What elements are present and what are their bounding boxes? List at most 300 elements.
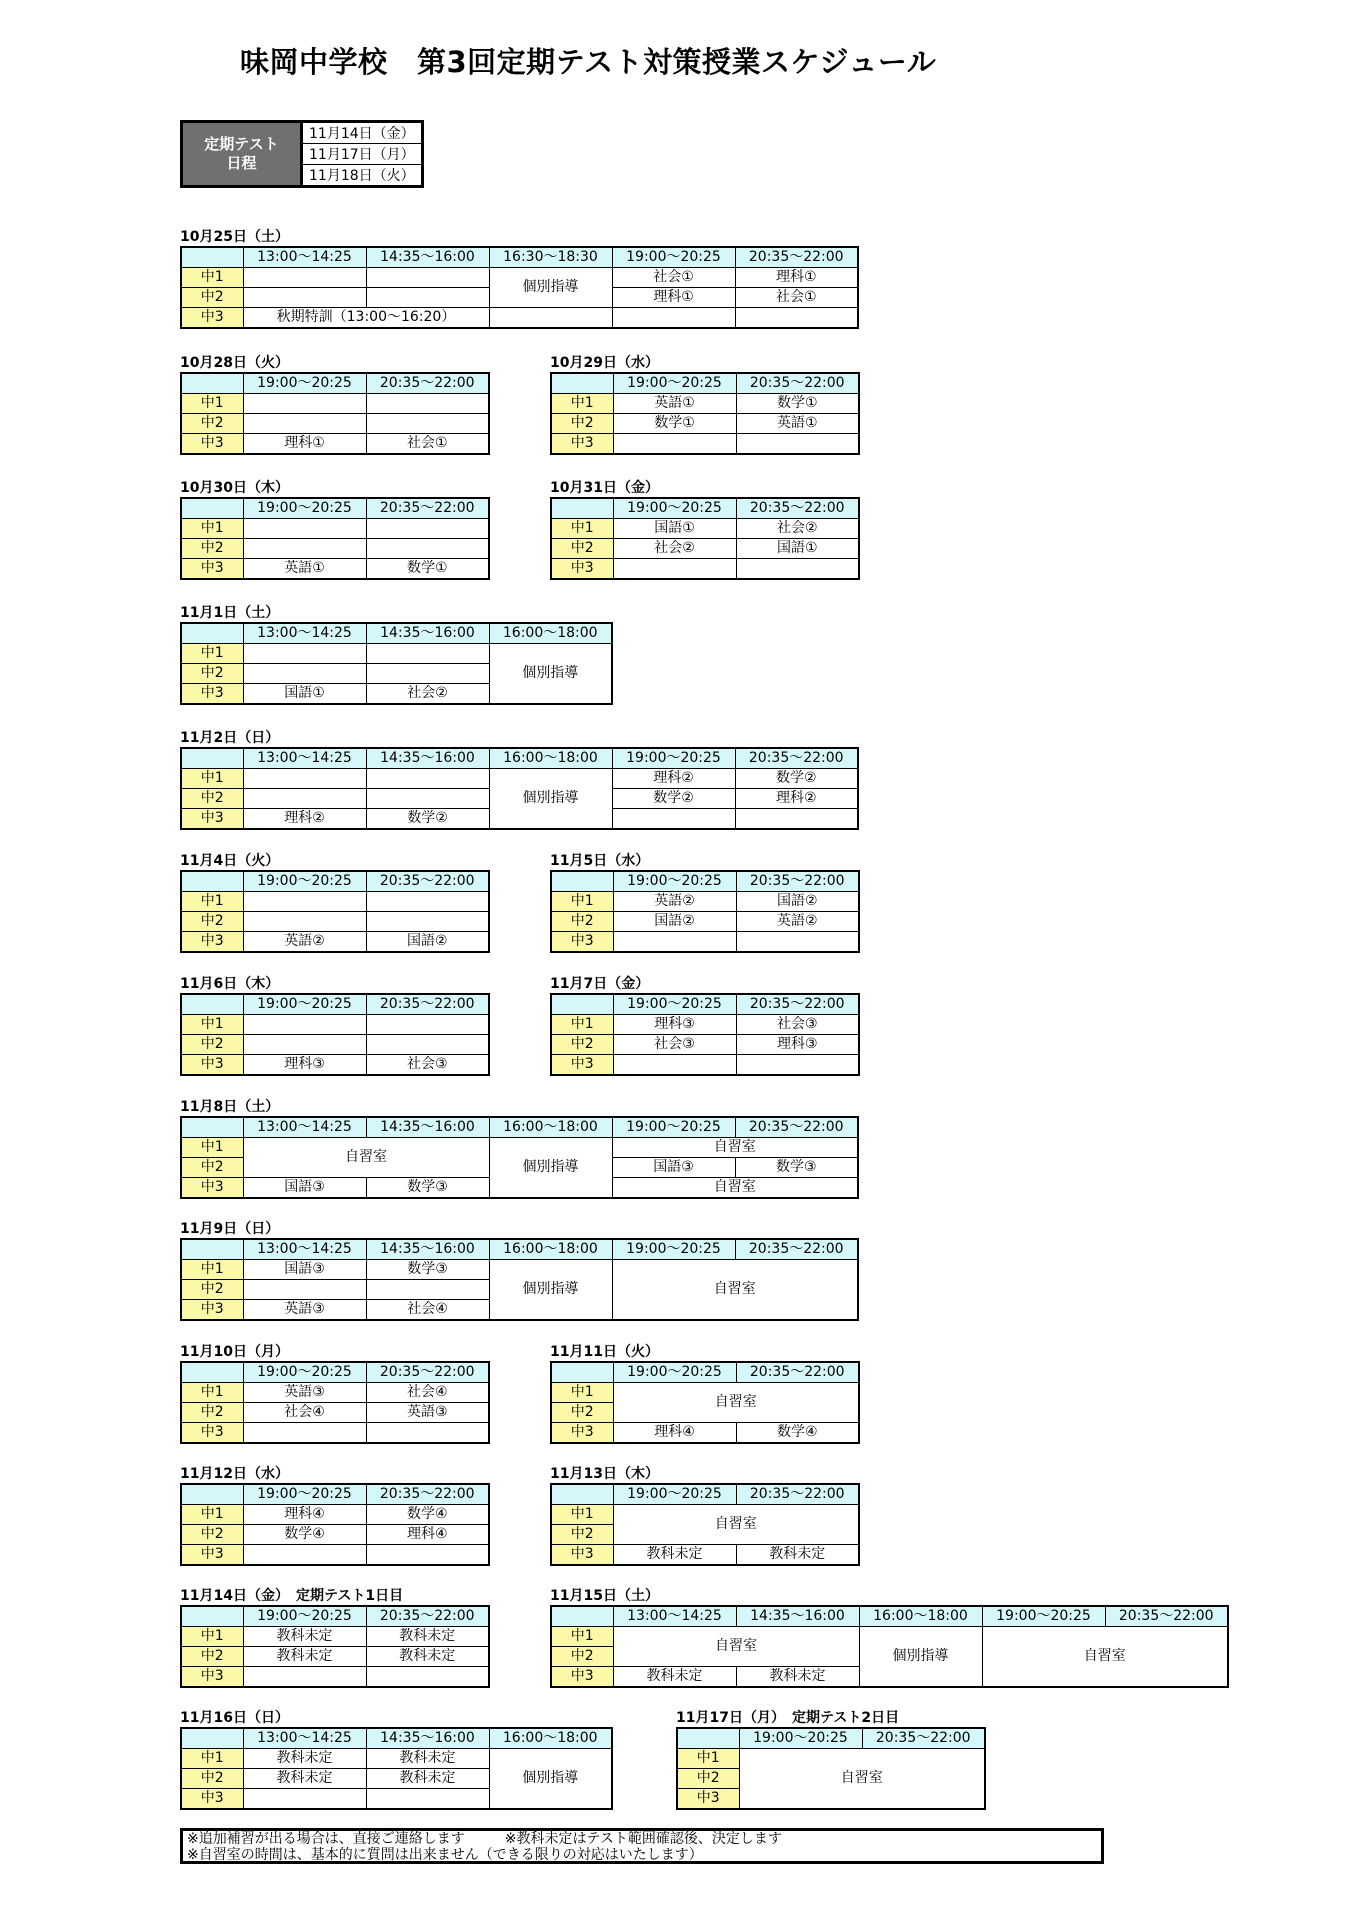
class-cell xyxy=(366,769,489,789)
grade-row xyxy=(181,1525,489,1545)
day-date-label: 11月9日（日） xyxy=(180,1221,280,1237)
class-cell: 教科未定 xyxy=(613,1667,736,1688)
class-cell: 理科④ xyxy=(613,1423,736,1444)
class-cell xyxy=(243,789,366,809)
class-cell: 個別指導 xyxy=(489,644,612,705)
time-slot-header: 20:35～22:00 xyxy=(366,1362,489,1383)
class-cell: 英語① xyxy=(613,394,736,414)
time-slot-header: 19:00～20:25 xyxy=(243,1484,366,1505)
class-cell: 英語② xyxy=(613,892,736,912)
day-schedule xyxy=(550,354,860,455)
class-cell: 教科未定 xyxy=(243,1627,366,1647)
time-slot-header: 20:35～22:00 xyxy=(736,1362,859,1383)
class-cell: 教科未定 xyxy=(366,1749,489,1769)
grade-row xyxy=(181,1055,489,1076)
class-cell: 自習室 xyxy=(612,1178,858,1199)
class-cell: 数学② xyxy=(735,769,858,789)
time-slot-header: 20:35～22:00 xyxy=(736,373,859,394)
time-slot-header: 19:00～20:25 xyxy=(613,1362,736,1383)
grade-label: 中2 xyxy=(181,1035,243,1055)
class-cell xyxy=(243,1423,366,1444)
class-cell: 理科③ xyxy=(243,1055,366,1076)
class-cell xyxy=(366,414,489,434)
class-cell xyxy=(735,809,858,830)
corner-diagonal-cell xyxy=(551,1484,613,1505)
grade-label: 中1 xyxy=(181,769,243,789)
day-schedule xyxy=(180,354,490,455)
class-cell: 社会③ xyxy=(366,1055,489,1076)
time-slot-header: 19:00～20:25 xyxy=(613,994,736,1015)
class-cell: 理科③ xyxy=(736,1035,859,1055)
grade-row xyxy=(181,519,489,539)
class-cell: 理科④ xyxy=(366,1525,489,1545)
time-slot-header: 13:00～14:25 xyxy=(243,623,366,644)
corner-diagonal-cell xyxy=(181,1484,243,1505)
time-slot-header: 16:00～18:00 xyxy=(489,1728,612,1749)
time-slot-header: 20:35～22:00 xyxy=(862,1728,985,1749)
grade-row xyxy=(181,1423,489,1444)
corner-diagonal-cell xyxy=(181,1728,243,1749)
class-cell xyxy=(366,1545,489,1566)
grade-row xyxy=(181,1505,489,1525)
test-date: 11月18日（火） xyxy=(302,165,423,187)
class-cell: 理科③ xyxy=(613,1015,736,1035)
class-cell xyxy=(736,932,859,953)
class-cell: 教科未定 xyxy=(613,1545,736,1566)
time-slot-header: 20:35～22:00 xyxy=(366,994,489,1015)
schedule-table xyxy=(180,1727,613,1810)
class-cell: 数学④ xyxy=(366,1505,489,1525)
time-slot-header: 20:35～22:00 xyxy=(736,498,859,519)
class-cell: 教科未定 xyxy=(243,1769,366,1789)
grade-row xyxy=(551,394,859,414)
class-cell xyxy=(366,789,489,809)
grade-row xyxy=(181,932,489,953)
class-cell xyxy=(613,434,736,455)
grade-row xyxy=(181,1015,489,1035)
grade-label: 中3 xyxy=(181,1300,243,1321)
class-cell xyxy=(736,434,859,455)
grade-label: 中3 xyxy=(551,559,613,580)
grade-label: 中1 xyxy=(551,1505,613,1525)
time-slot-header: 19:00～20:25 xyxy=(613,871,736,892)
class-cell xyxy=(366,519,489,539)
time-slot-header: 13:00～14:25 xyxy=(243,1239,366,1260)
grade-row xyxy=(677,1749,985,1769)
time-slot-header: 14:35～16:00 xyxy=(366,748,489,769)
grade-row xyxy=(181,1545,489,1566)
grade-label: 中3 xyxy=(551,932,613,953)
schedule-table xyxy=(180,870,490,953)
class-cell: 個別指導 xyxy=(489,1749,612,1810)
class-cell: 社会③ xyxy=(613,1035,736,1055)
grade-label: 中1 xyxy=(181,268,243,288)
class-cell: 個別指導 xyxy=(489,1138,612,1199)
grade-row xyxy=(551,539,859,559)
class-cell: 社会④ xyxy=(366,1300,489,1321)
schedule-table xyxy=(550,993,860,1076)
time-slot-header: 20:35～22:00 xyxy=(735,1117,858,1138)
time-slot-header: 20:35～22:00 xyxy=(735,1239,858,1260)
day-date-label: 11月7日（金） xyxy=(550,976,650,992)
class-cell: 理科② xyxy=(243,809,366,830)
day-schedule xyxy=(676,1709,986,1810)
class-cell: 自習室 xyxy=(739,1749,985,1810)
class-cell xyxy=(366,892,489,912)
schedule-table xyxy=(180,372,490,455)
grade-label: 中1 xyxy=(181,644,243,664)
class-cell: 英語① xyxy=(243,559,366,580)
time-slot-header: 20:35～22:00 xyxy=(366,498,489,519)
day-schedule xyxy=(180,975,490,1076)
class-cell: 社会② xyxy=(736,519,859,539)
schedule-table xyxy=(550,1361,860,1444)
corner-diagonal-cell xyxy=(181,994,243,1015)
corner-diagonal-cell xyxy=(181,373,243,394)
time-slot-header: 19:00～20:25 xyxy=(243,498,366,519)
class-cell xyxy=(243,414,366,434)
time-slot-header: 19:00～20:25 xyxy=(612,247,735,268)
class-cell xyxy=(243,539,366,559)
test-date: 11月14日（金） xyxy=(302,122,423,144)
time-slot-header: 19:00～20:25 xyxy=(982,1606,1105,1627)
schedule-table xyxy=(180,747,859,830)
grade-row xyxy=(181,1403,489,1423)
corner-diagonal-cell xyxy=(181,1117,243,1138)
time-slot-header: 20:35～22:00 xyxy=(366,871,489,892)
time-slot-header: 16:00～18:00 xyxy=(489,1239,612,1260)
class-cell xyxy=(243,664,366,684)
schedule-table xyxy=(180,497,490,580)
time-slot-header: 14:35～16:00 xyxy=(366,623,489,644)
class-cell: 自習室 xyxy=(613,1627,859,1667)
class-cell: 社会④ xyxy=(243,1403,366,1423)
day-schedule xyxy=(180,1465,490,1566)
day-date-label: 11月11日（火） xyxy=(550,1344,659,1360)
class-cell: 教科未定 xyxy=(243,1647,366,1667)
time-slot-header: 20:35～22:00 xyxy=(736,1484,859,1505)
class-cell: 教科未定 xyxy=(736,1667,859,1688)
class-cell: 数学④ xyxy=(243,1525,366,1545)
class-cell xyxy=(735,308,858,329)
schedule-table xyxy=(550,870,860,953)
class-cell: 英語③ xyxy=(243,1300,366,1321)
class-cell: 社会② xyxy=(613,539,736,559)
class-cell: 自習室 xyxy=(243,1138,489,1178)
grade-row xyxy=(551,1627,1228,1647)
class-cell: 個別指導 xyxy=(489,769,612,830)
grade-label: 中1 xyxy=(551,1627,613,1647)
day-date-label: 11月12日（水） xyxy=(180,1466,289,1482)
corner-diagonal-cell xyxy=(551,871,613,892)
grade-label: 中3 xyxy=(181,1423,243,1444)
time-slot-header: 16:00～18:00 xyxy=(489,1117,612,1138)
class-cell: 社会④ xyxy=(366,1383,489,1403)
grade-label: 中2 xyxy=(181,789,243,809)
time-slot-header: 20:35～22:00 xyxy=(366,373,489,394)
grade-row xyxy=(181,892,489,912)
class-cell xyxy=(366,664,489,684)
schedule-table xyxy=(180,1238,859,1321)
grade-label: 中1 xyxy=(181,1749,243,1769)
note-text: ※教科未定はテスト範囲確認後、決定します xyxy=(504,1831,782,1847)
class-cell: 教科未定 xyxy=(366,1769,489,1789)
day-date-label: 10月30日（木） xyxy=(180,480,289,496)
class-cell xyxy=(243,1789,366,1810)
day-schedule xyxy=(180,1709,613,1810)
class-cell: 社会① xyxy=(366,434,489,455)
grade-row xyxy=(181,414,489,434)
class-cell xyxy=(366,1789,489,1810)
grade-label: 中1 xyxy=(551,1015,613,1035)
grade-label: 中1 xyxy=(677,1749,739,1769)
class-cell xyxy=(243,1035,366,1055)
grade-row xyxy=(181,1035,489,1055)
day-schedule xyxy=(180,479,490,580)
grade-label: 中3 xyxy=(181,1667,243,1688)
class-cell xyxy=(366,394,489,414)
day-schedule xyxy=(180,1587,490,1688)
grade-label: 中2 xyxy=(551,1035,613,1055)
grade-row xyxy=(181,1138,858,1158)
schedule-table xyxy=(180,1483,490,1566)
class-cell xyxy=(243,1667,366,1688)
time-slot-header: 13:00～14:25 xyxy=(243,247,366,268)
time-slot-header: 20:35～22:00 xyxy=(366,1484,489,1505)
class-cell: 国語③ xyxy=(612,1158,735,1178)
grade-row xyxy=(181,1627,489,1647)
grade-label: 中2 xyxy=(181,414,243,434)
grade-row xyxy=(551,414,859,434)
time-slot-header: 14:35～16:00 xyxy=(736,1606,859,1627)
class-cell: 英語③ xyxy=(243,1383,366,1403)
grade-label: 中3 xyxy=(551,1667,613,1688)
time-slot-header: 19:00～20:25 xyxy=(612,1239,735,1260)
time-slot-header: 19:00～20:25 xyxy=(243,871,366,892)
grade-label: 中3 xyxy=(181,809,243,830)
grade-row xyxy=(551,892,859,912)
time-slot-header: 14:35～16:00 xyxy=(366,1239,489,1260)
time-slot-header: 16:30～18:30 xyxy=(489,247,612,268)
day-date-label: 11月2日（日） xyxy=(180,730,280,746)
day-schedule xyxy=(550,852,860,953)
corner-diagonal-cell xyxy=(551,994,613,1015)
grade-label: 中2 xyxy=(551,539,613,559)
class-cell xyxy=(366,268,489,288)
grade-row xyxy=(551,1505,859,1525)
day-schedule xyxy=(180,1220,859,1321)
grade-label: 中3 xyxy=(181,559,243,580)
day-date-label: 11月16日（日） xyxy=(180,1710,289,1726)
day-schedule xyxy=(180,729,859,830)
class-cell: 数学③ xyxy=(366,1178,489,1199)
time-slot-header: 16:00～18:00 xyxy=(859,1606,982,1627)
grade-row xyxy=(181,1667,489,1688)
class-cell: 社会① xyxy=(612,268,735,288)
time-slot-header: 20:35～22:00 xyxy=(366,1606,489,1627)
schedule-table xyxy=(550,1483,860,1566)
corner-diagonal-cell xyxy=(181,498,243,519)
notes-box xyxy=(180,1828,1104,1864)
class-cell: 数学③ xyxy=(735,1158,858,1178)
schedule-table xyxy=(180,622,613,705)
class-cell: 数学② xyxy=(366,809,489,830)
day-date-label: 10月29日（水） xyxy=(550,355,659,371)
grade-label: 中3 xyxy=(551,1545,613,1566)
day-date-label: 11月10日（月） xyxy=(180,1344,289,1360)
day-schedule xyxy=(550,975,860,1076)
note-text: ※追加補習が出る場合は、直接ご連絡します xyxy=(187,1831,465,1847)
day-date-label: 10月31日（金） xyxy=(550,480,659,496)
corner-diagonal-cell xyxy=(181,1239,243,1260)
grade-row xyxy=(181,912,489,932)
class-cell xyxy=(366,1423,489,1444)
grade-label: 中1 xyxy=(181,892,243,912)
grade-label: 中1 xyxy=(181,519,243,539)
class-cell xyxy=(612,809,735,830)
day-date-label: 11月15日（土） xyxy=(550,1588,659,1604)
time-slot-header: 13:00～14:25 xyxy=(243,1117,366,1138)
grade-row xyxy=(551,912,859,932)
day-schedule xyxy=(180,852,490,953)
grade-label: 中2 xyxy=(181,1525,243,1545)
class-cell: 数学① xyxy=(736,394,859,414)
class-cell: 社会③ xyxy=(736,1015,859,1035)
class-cell: 数学④ xyxy=(736,1423,859,1444)
day-schedule xyxy=(180,1343,490,1444)
grade-label: 中1 xyxy=(551,1383,613,1403)
time-slot-header: 16:00～18:00 xyxy=(489,748,612,769)
grade-label: 中3 xyxy=(181,308,243,329)
day-date-label: 10月28日（火） xyxy=(180,355,289,371)
grade-row xyxy=(181,1260,858,1280)
class-cell: 自習室 xyxy=(613,1383,859,1423)
class-cell xyxy=(243,912,366,932)
grade-label: 中1 xyxy=(181,1015,243,1035)
class-cell xyxy=(243,394,366,414)
day-date-label: 10月25日（土） xyxy=(180,229,289,245)
corner-diagonal-cell xyxy=(181,247,243,268)
class-cell xyxy=(366,1667,489,1688)
class-cell xyxy=(243,288,366,308)
grade-row xyxy=(551,932,859,953)
time-slot-header: 13:00～14:25 xyxy=(613,1606,736,1627)
grade-label: 中3 xyxy=(181,932,243,953)
class-cell: 理科① xyxy=(612,288,735,308)
grade-label: 中2 xyxy=(551,414,613,434)
class-cell: 国語① xyxy=(243,684,366,705)
class-cell: 自習室 xyxy=(613,1505,859,1545)
grade-label: 中2 xyxy=(551,1647,613,1667)
class-cell xyxy=(366,912,489,932)
time-slot-header: 13:00～14:25 xyxy=(243,1728,366,1749)
grade-label: 中2 xyxy=(181,539,243,559)
time-slot-header: 19:00～20:25 xyxy=(613,373,736,394)
corner-diagonal-cell xyxy=(181,1606,243,1627)
grade-label: 中1 xyxy=(181,1627,243,1647)
corner-diagonal-cell xyxy=(181,871,243,892)
day-date-label: 11月5日（水） xyxy=(550,853,650,869)
day-date-label: 11月8日（土） xyxy=(180,1099,280,1115)
class-cell xyxy=(243,1015,366,1035)
corner-diagonal-cell xyxy=(551,1606,613,1627)
schedule-table xyxy=(180,246,859,329)
class-cell xyxy=(366,288,489,308)
grade-label: 中1 xyxy=(181,1260,243,1280)
time-slot-header: 20:35～22:00 xyxy=(736,871,859,892)
class-cell: 理科① xyxy=(243,434,366,455)
grade-row xyxy=(181,434,489,455)
grade-label: 中2 xyxy=(181,912,243,932)
class-cell: 国語② xyxy=(613,912,736,932)
page-title: 味岡中学校 第3回定期テスト対策授業スケジュール xyxy=(240,45,937,79)
corner-diagonal-cell xyxy=(181,623,243,644)
day-schedule xyxy=(550,479,860,580)
grade-label: 中1 xyxy=(551,892,613,912)
class-cell xyxy=(243,1280,366,1300)
grade-row xyxy=(181,1749,612,1769)
class-cell xyxy=(243,644,366,664)
grade-row xyxy=(551,1423,859,1444)
class-cell: 国語③ xyxy=(243,1178,366,1199)
grade-label: 中1 xyxy=(181,1138,243,1158)
class-cell: 理科① xyxy=(735,268,858,288)
class-cell: 国語② xyxy=(366,932,489,953)
grade-label: 中2 xyxy=(181,1647,243,1667)
grade-label: 中3 xyxy=(677,1789,739,1810)
corner-diagonal-cell xyxy=(551,498,613,519)
class-cell xyxy=(612,308,735,329)
corner-diagonal-cell xyxy=(181,1362,243,1383)
time-slot-header: 19:00～20:25 xyxy=(613,498,736,519)
grade-label: 中2 xyxy=(551,1525,613,1545)
time-slot-header: 14:35～16:00 xyxy=(366,1728,489,1749)
grade-row xyxy=(181,539,489,559)
time-slot-header: 14:35～16:00 xyxy=(366,1117,489,1138)
class-cell: 自習室 xyxy=(612,1260,858,1321)
class-cell: 教科未定 xyxy=(366,1627,489,1647)
class-cell xyxy=(366,1015,489,1035)
grade-label: 中3 xyxy=(551,1055,613,1076)
class-cell: 数学① xyxy=(366,559,489,580)
day-schedule xyxy=(180,228,859,329)
class-cell: 教科未定 xyxy=(736,1545,859,1566)
grade-row xyxy=(551,559,859,580)
day-schedule xyxy=(550,1587,1229,1688)
day-schedule xyxy=(180,1098,859,1199)
time-slot-header: 13:00～14:25 xyxy=(243,748,366,769)
schedule-table xyxy=(550,1605,1229,1688)
grade-label: 中2 xyxy=(551,1403,613,1423)
class-cell: 英語② xyxy=(243,932,366,953)
grade-label: 中2 xyxy=(181,664,243,684)
grade-row xyxy=(181,769,858,789)
class-cell: 英語③ xyxy=(366,1403,489,1423)
grade-label: 中2 xyxy=(551,912,613,932)
schedule-table xyxy=(180,1605,490,1688)
class-cell: 理科② xyxy=(735,789,858,809)
grade-label: 中3 xyxy=(181,1055,243,1076)
grade-row xyxy=(181,1383,489,1403)
time-slot-header: 20:35～22:00 xyxy=(735,748,858,769)
day-schedule xyxy=(550,1343,860,1444)
time-slot-header: 20:35～22:00 xyxy=(736,994,859,1015)
class-cell: 社会① xyxy=(735,288,858,308)
class-cell: 理科④ xyxy=(243,1505,366,1525)
grade-label: 中2 xyxy=(181,1769,243,1789)
corner-diagonal-cell xyxy=(677,1728,739,1749)
time-slot-header: 19:00～20:25 xyxy=(243,994,366,1015)
